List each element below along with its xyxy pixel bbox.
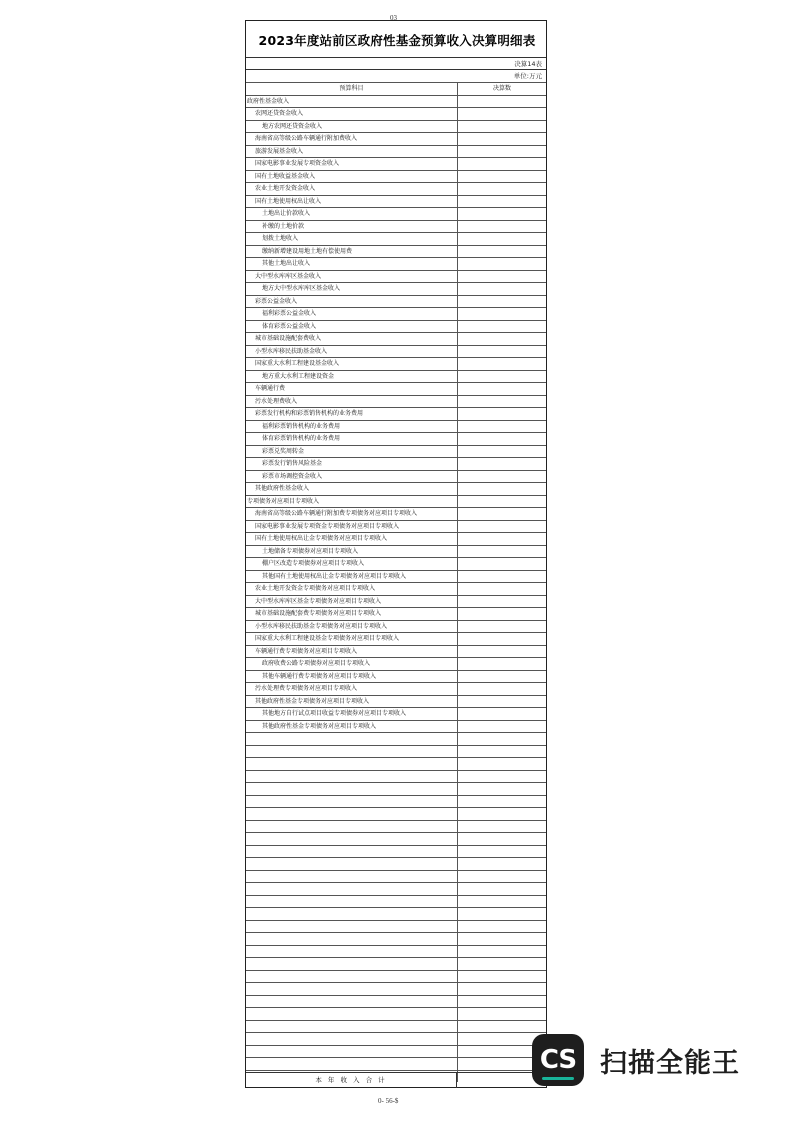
row-item-label bbox=[246, 770, 458, 783]
row-item-label bbox=[246, 733, 458, 746]
row-item-label: 大中型水库库区基金收入 bbox=[246, 270, 458, 283]
row-item-label: 彩票市场调控资金收入 bbox=[246, 470, 458, 483]
divider bbox=[246, 69, 546, 70]
row-item-label bbox=[246, 858, 458, 871]
row-amount-cell bbox=[458, 220, 547, 233]
row-amount-cell bbox=[458, 345, 547, 358]
table-row bbox=[246, 420, 546, 433]
table-row-empty bbox=[246, 933, 546, 946]
table-row bbox=[246, 233, 546, 246]
table-row bbox=[246, 683, 546, 696]
total-label: 本 年 收 入 合 计 bbox=[315, 1076, 387, 1084]
row-amount-cell bbox=[458, 470, 547, 483]
table-row bbox=[246, 283, 546, 296]
table-row bbox=[246, 620, 546, 633]
budget-table bbox=[246, 82, 546, 1082]
row-amount-cell bbox=[458, 570, 547, 583]
table-row-empty bbox=[246, 1020, 546, 1033]
table-row bbox=[246, 195, 546, 208]
table-row bbox=[246, 470, 546, 483]
row-amount-cell bbox=[458, 920, 547, 933]
watermark-app-name: 扫描全能王 bbox=[600, 1047, 740, 1079]
table-row-empty bbox=[246, 1033, 546, 1046]
row-item-label bbox=[246, 1045, 458, 1058]
table-row bbox=[246, 258, 546, 271]
row-amount-cell bbox=[458, 108, 547, 121]
table-row-empty bbox=[246, 808, 546, 821]
row-amount-cell bbox=[458, 483, 547, 496]
logo-letters: CS bbox=[539, 1045, 577, 1075]
row-amount-cell bbox=[458, 408, 547, 421]
row-item-label bbox=[246, 1058, 458, 1071]
row-amount-cell bbox=[458, 420, 547, 433]
row-amount-cell bbox=[458, 883, 547, 896]
unit-label: 单位:万元 bbox=[513, 72, 542, 80]
table-row bbox=[246, 708, 546, 721]
row-amount-cell bbox=[458, 545, 547, 558]
table-row-empty bbox=[246, 870, 546, 883]
row-amount-cell bbox=[458, 620, 547, 633]
row-item-label: 政府收费公路专项债券对应项目专项收入 bbox=[246, 658, 458, 671]
row-item-label bbox=[246, 1020, 458, 1033]
row-item-label bbox=[246, 845, 458, 858]
table-row bbox=[246, 533, 546, 546]
page-marker-top: 03 bbox=[390, 14, 397, 22]
table-row-empty bbox=[246, 1045, 546, 1058]
row-item-label: 农网还贷资金收入 bbox=[246, 108, 458, 121]
row-item-label: 其他土地出让收入 bbox=[246, 258, 458, 271]
table-row-empty bbox=[246, 908, 546, 921]
table-row-empty bbox=[246, 958, 546, 971]
table-row bbox=[246, 720, 546, 733]
table-row bbox=[246, 345, 546, 358]
table-row bbox=[246, 183, 546, 196]
table-row bbox=[246, 558, 546, 571]
row-amount-cell bbox=[458, 258, 547, 271]
table-row-empty bbox=[246, 745, 546, 758]
row-item-label: 体育彩票销售机构的业务费用 bbox=[246, 433, 458, 446]
row-amount-cell bbox=[458, 320, 547, 333]
row-amount-cell bbox=[458, 283, 547, 296]
table-row bbox=[246, 458, 546, 471]
row-amount-cell bbox=[458, 308, 547, 321]
table-row-empty bbox=[246, 845, 546, 858]
row-item-label: 彩票公益金收入 bbox=[246, 295, 458, 308]
row-item-label: 国家重大水利工程建设基金专项债务对应项目专项收入 bbox=[246, 633, 458, 646]
table-row bbox=[246, 633, 546, 646]
table-row bbox=[246, 583, 546, 596]
row-item-label: 污水处理费专项债务对应项目专项收入 bbox=[246, 683, 458, 696]
row-amount-cell bbox=[458, 195, 547, 208]
row-amount-cell bbox=[458, 608, 547, 621]
table-row-empty bbox=[246, 895, 546, 908]
table-row bbox=[246, 645, 546, 658]
row-item-label bbox=[246, 958, 458, 971]
table-row bbox=[246, 695, 546, 708]
row-amount-cell bbox=[458, 245, 547, 258]
table-row-empty bbox=[246, 1058, 546, 1071]
row-amount-cell bbox=[458, 445, 547, 458]
row-item-label bbox=[246, 833, 458, 846]
table-row bbox=[246, 508, 546, 521]
row-item-label bbox=[246, 983, 458, 996]
row-item-label: 彩票发行销售风险基金 bbox=[246, 458, 458, 471]
row-amount-cell bbox=[458, 458, 547, 471]
report-frame bbox=[245, 20, 547, 1088]
row-amount-cell bbox=[458, 645, 547, 658]
row-amount-cell bbox=[458, 633, 547, 646]
row-item-label: 其他地方自行试点项目收益专项债券对应项目专项收入 bbox=[246, 708, 458, 721]
row-amount-cell bbox=[458, 958, 547, 971]
table-row bbox=[246, 445, 546, 458]
row-amount-cell bbox=[458, 133, 547, 146]
table-row bbox=[246, 133, 546, 146]
row-item-label: 土地出让价款收入 bbox=[246, 208, 458, 221]
row-amount-cell bbox=[458, 395, 547, 408]
row-item-label: 农业土地开发资金专项债务对应项目专项收入 bbox=[246, 583, 458, 596]
row-amount-cell bbox=[458, 895, 547, 908]
table-row-empty bbox=[246, 970, 546, 983]
row-amount-cell bbox=[458, 658, 547, 671]
row-amount-cell bbox=[458, 358, 547, 371]
row-amount-cell bbox=[458, 433, 547, 446]
table-row-empty bbox=[246, 1008, 546, 1021]
row-item-label: 彩票兑奖周转金 bbox=[246, 445, 458, 458]
row-amount-cell bbox=[458, 995, 547, 1008]
row-amount-cell bbox=[458, 845, 547, 858]
row-amount-cell bbox=[458, 795, 547, 808]
row-item-label bbox=[246, 995, 458, 1008]
row-item-label: 地方大中型水库库区基金收入 bbox=[246, 283, 458, 296]
row-amount-cell bbox=[458, 170, 547, 183]
row-item-label: 国有土地使用权出让收入 bbox=[246, 195, 458, 208]
row-item-label: 其他国有土地使用权出让金专项债务对应项目专项收入 bbox=[246, 570, 458, 583]
table-row bbox=[246, 95, 546, 108]
row-item-label: 海南省高等级公路车辆通行附加费收入 bbox=[246, 133, 458, 146]
row-item-label bbox=[246, 870, 458, 883]
row-amount-cell bbox=[458, 770, 547, 783]
table-row bbox=[246, 308, 546, 321]
row-amount-cell bbox=[458, 683, 547, 696]
row-amount-cell bbox=[458, 833, 547, 846]
row-amount-cell bbox=[458, 183, 547, 196]
row-item-label: 国家重大水利工程建设基金收入 bbox=[246, 358, 458, 371]
table-row bbox=[246, 570, 546, 583]
row-item-label bbox=[246, 820, 458, 833]
row-item-label bbox=[246, 1033, 458, 1046]
row-item-label: 城市基础设施配套费收入 bbox=[246, 333, 458, 346]
row-item-label: 国有土地收益基金收入 bbox=[246, 170, 458, 183]
row-item-label: 划拨土地收入 bbox=[246, 233, 458, 246]
table-row-empty bbox=[246, 758, 546, 771]
row-amount-cell bbox=[458, 558, 547, 571]
row-amount-cell bbox=[458, 858, 547, 871]
table-row-empty bbox=[246, 770, 546, 783]
camscanner-logo-icon bbox=[532, 1034, 584, 1086]
row-item-label: 车辆通行费专项债务对应项目专项收入 bbox=[246, 645, 458, 658]
row-amount-cell bbox=[458, 820, 547, 833]
table-row bbox=[246, 295, 546, 308]
table-row bbox=[246, 670, 546, 683]
row-item-label: 海南省高等级公路车辆通行附加费专项债务对应项目专项收入 bbox=[246, 508, 458, 521]
row-amount-cell bbox=[458, 970, 547, 983]
row-item-label: 地方重大水利工程建设资金 bbox=[246, 370, 458, 383]
table-header-row bbox=[246, 83, 546, 96]
row-item-label: 车辆通行费 bbox=[246, 383, 458, 396]
row-item-label bbox=[246, 783, 458, 796]
table-row bbox=[246, 120, 546, 133]
row-item-label bbox=[246, 908, 458, 921]
row-item-label bbox=[246, 883, 458, 896]
table-row bbox=[246, 595, 546, 608]
table-row-empty bbox=[246, 795, 546, 808]
table-row bbox=[246, 158, 546, 171]
table-row-empty bbox=[246, 733, 546, 746]
table-row bbox=[246, 220, 546, 233]
divider bbox=[246, 57, 546, 58]
row-amount-cell bbox=[458, 333, 547, 346]
row-item-label bbox=[246, 1008, 458, 1021]
row-item-label: 缴纳新增建设用地土地有偿使用费 bbox=[246, 245, 458, 258]
row-item-label: 城市基础设施配套费专项债务对应项目专项收入 bbox=[246, 608, 458, 621]
row-amount-cell bbox=[458, 208, 547, 221]
camscanner-watermark bbox=[532, 1034, 740, 1086]
row-amount-cell bbox=[458, 295, 547, 308]
table-row bbox=[246, 108, 546, 121]
table-row bbox=[246, 333, 546, 346]
table-row-empty bbox=[246, 783, 546, 796]
row-amount-cell bbox=[458, 595, 547, 608]
column-header-amount: 决算数 bbox=[458, 83, 547, 96]
row-item-label: 小型水库移民扶助基金专项债务对应项目专项收入 bbox=[246, 620, 458, 633]
table-row bbox=[246, 433, 546, 446]
row-amount-cell bbox=[458, 670, 547, 683]
row-amount-cell bbox=[458, 720, 547, 733]
row-amount-cell bbox=[458, 870, 547, 883]
row-amount-cell bbox=[458, 533, 547, 546]
row-item-label: 国家电影事业发展专项资金专项债务对应项目专项收入 bbox=[246, 520, 458, 533]
row-item-label: 农业土地开发资金收入 bbox=[246, 183, 458, 196]
row-amount-cell bbox=[458, 708, 547, 721]
table-body bbox=[246, 95, 546, 1082]
report-title: 2023年度站前区政府性基金预算收入决算明细表 bbox=[258, 33, 536, 48]
row-amount-cell bbox=[458, 1020, 547, 1033]
row-amount-cell bbox=[458, 733, 547, 746]
row-item-label: 补缴的土地价款 bbox=[246, 220, 458, 233]
row-amount-cell bbox=[458, 583, 547, 596]
row-item-label bbox=[246, 933, 458, 946]
row-amount-cell bbox=[458, 783, 547, 796]
table-row-empty bbox=[246, 945, 546, 958]
row-item-label: 彩票发行机构和彩票销售机构的业务费用 bbox=[246, 408, 458, 421]
row-item-label: 大中型水库库区基金专项债务对应项目专项收入 bbox=[246, 595, 458, 608]
table-row bbox=[246, 395, 546, 408]
row-item-label: 其他车辆通行费专项债务对应项目专项收入 bbox=[246, 670, 458, 683]
row-item-label bbox=[246, 795, 458, 808]
table-row bbox=[246, 245, 546, 258]
row-item-label bbox=[246, 758, 458, 771]
row-item-label bbox=[246, 970, 458, 983]
table-row-empty bbox=[246, 833, 546, 846]
row-item-label: 政府性基金收入 bbox=[246, 95, 458, 108]
table-row bbox=[246, 495, 546, 508]
column-header-item: 预算科目 bbox=[246, 83, 458, 96]
table-row bbox=[246, 170, 546, 183]
row-amount-cell bbox=[458, 383, 547, 396]
table-row bbox=[246, 358, 546, 371]
row-amount-cell bbox=[458, 145, 547, 158]
row-item-label: 其他政府性基金专项债务对应项目专项收入 bbox=[246, 720, 458, 733]
row-amount-cell bbox=[458, 120, 547, 133]
table-row-empty bbox=[246, 995, 546, 1008]
table-row bbox=[246, 408, 546, 421]
row-amount-cell bbox=[458, 745, 547, 758]
page-number-footer: 0- 56-$ bbox=[378, 1097, 399, 1105]
row-amount-cell bbox=[458, 695, 547, 708]
table-row-empty bbox=[246, 820, 546, 833]
table-row-empty bbox=[246, 883, 546, 896]
row-item-label: 地方农网还贷资金收入 bbox=[246, 120, 458, 133]
row-amount-cell bbox=[458, 933, 547, 946]
row-amount-cell bbox=[458, 945, 547, 958]
column-divider bbox=[456, 1073, 457, 1088]
table-row bbox=[246, 208, 546, 221]
row-item-label: 其他政府性基金收入 bbox=[246, 483, 458, 496]
table-row bbox=[246, 520, 546, 533]
table-row bbox=[246, 270, 546, 283]
row-item-label: 国有土地使用权出让金专项债务对应项目专项收入 bbox=[246, 533, 458, 546]
row-amount-cell bbox=[458, 495, 547, 508]
row-item-label bbox=[246, 808, 458, 821]
table-row bbox=[246, 383, 546, 396]
row-amount-cell bbox=[458, 808, 547, 821]
row-amount-cell bbox=[458, 270, 547, 283]
row-amount-cell bbox=[458, 908, 547, 921]
table-row bbox=[246, 320, 546, 333]
row-item-label: 体育彩票公益金收入 bbox=[246, 320, 458, 333]
table-row bbox=[246, 545, 546, 558]
row-item-label: 福利彩票公益金收入 bbox=[246, 308, 458, 321]
row-item-label bbox=[246, 745, 458, 758]
row-item-label: 其他政府性基金专项债务对应项目专项收入 bbox=[246, 695, 458, 708]
row-amount-cell bbox=[458, 95, 547, 108]
logo-accent-bar bbox=[542, 1077, 574, 1080]
table-row bbox=[246, 483, 546, 496]
row-amount-cell bbox=[458, 508, 547, 521]
row-amount-cell bbox=[458, 1008, 547, 1021]
row-item-label bbox=[246, 945, 458, 958]
row-item-label bbox=[246, 920, 458, 933]
total-row bbox=[246, 1072, 546, 1088]
row-amount-cell bbox=[458, 370, 547, 383]
row-item-label: 国家电影事业发展专项资金收入 bbox=[246, 158, 458, 171]
row-amount-cell bbox=[458, 758, 547, 771]
table-row bbox=[246, 370, 546, 383]
table-row-empty bbox=[246, 983, 546, 996]
row-item-label: 小型水库移民扶助基金收入 bbox=[246, 345, 458, 358]
table-row bbox=[246, 658, 546, 671]
row-item-label: 棚户区改造专项债券对应项目专项收入 bbox=[246, 558, 458, 571]
row-amount-cell bbox=[458, 158, 547, 171]
table-code: 决算14表 bbox=[514, 60, 542, 68]
row-amount-cell bbox=[458, 983, 547, 996]
row-amount-cell bbox=[458, 520, 547, 533]
table-row-empty bbox=[246, 858, 546, 871]
table-row-empty bbox=[246, 920, 546, 933]
row-item-label: 旅游发展基金收入 bbox=[246, 145, 458, 158]
row-item-label: 土地储备专项债券对应项目专项收入 bbox=[246, 545, 458, 558]
row-item-label: 福利彩票销售机构的业务费用 bbox=[246, 420, 458, 433]
table-row bbox=[246, 145, 546, 158]
row-amount-cell bbox=[458, 233, 547, 246]
row-item-label bbox=[246, 895, 458, 908]
table-row bbox=[246, 608, 546, 621]
row-item-label: 专项债务对应项目专项收入 bbox=[246, 495, 458, 508]
row-item-label: 污水处理费收入 bbox=[246, 395, 458, 408]
